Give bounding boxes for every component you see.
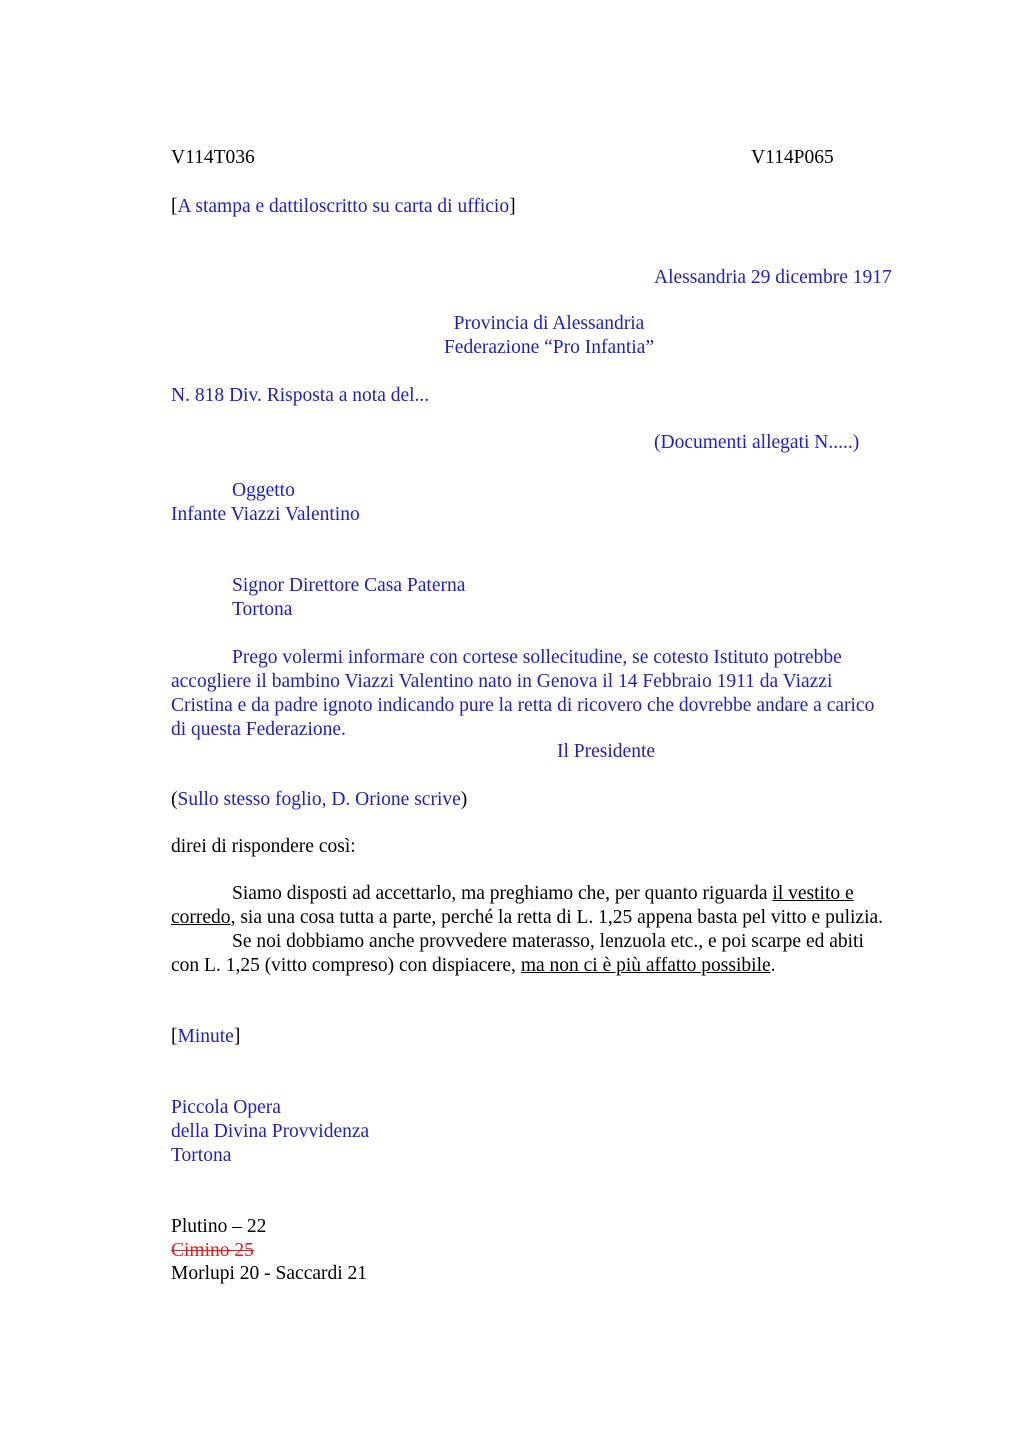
letter-body-line: Cristina e da padre ignoto indicando pure la retta di ricovero che dovrebbe andare a carico [171,695,875,716]
tally-line-1: Plutino – 22 [171,1216,267,1237]
subject-text: Infante Viazzi Valentino [171,504,360,525]
reply-line [171,906,931,930]
letter-body [171,646,931,742]
reply-line [171,882,931,906]
reply-underlined: il vestito e [772,883,854,904]
print-note-text: A stampa e dattiloscritto su carta di ufficio [177,196,510,217]
letter-date: Alessandria 29 dicembre 1917 [654,267,892,288]
letter-body-line: accogliere il bambino Viazzi Valentino nato in Genova il 14 Febbraio 1911 da Viazzi [171,671,833,692]
reply-segment: con L. 1,25 (vitto compreso) con dispiacere, [171,955,521,976]
sender-line-3: Tortona [171,1145,232,1166]
reply-segment: . [770,955,776,976]
protocol-number: N. 818 Div. Risposta a nota del... [171,385,430,406]
signature: Il Presidente [557,741,656,762]
reply-intro: direi di rispondere così: [171,836,356,857]
reply-segment: Se noi dobbiamo anche provvedere materasso, lenzuola etc., e poi scarpe ed abiti [232,931,864,952]
subject-label: Oggetto [232,480,295,501]
reply-line [171,930,931,954]
letter-body-line: Prego volermi informare con cortese sollecitudine, se cotesto Istituto potrebbe [232,647,842,668]
sender-line-1: Piccola Opera [171,1097,281,1118]
reply-text [171,882,931,978]
letterhead-line-2: Federazione “Pro Infantia” [443,337,655,358]
document-code-right: V114P065 [751,147,834,168]
reply-segment: , sia una cosa tutta a parte, perché la retta di L. 1,25 appena basta pel vitto e pulizia. [230,907,884,928]
document-code-left: V114T036 [171,147,255,168]
sender-line-2: della Divina Provvidenza [171,1121,370,1142]
reply-underlined: ma non ci è più affatto possibile [520,955,771,976]
letter-body-line: di questa Federazione. [171,719,346,740]
tally-line-struck: Cimino 25 [171,1240,254,1261]
recipient-line-1: Signor Direttore Casa Paterna [232,575,466,596]
reply-line [171,954,931,978]
orione-note: (Sullo stesso foglio, D. Orione scrive) [171,789,468,810]
attachments-note: (Documenti allegati N.....) [654,432,860,453]
tally-line-3: Morlupi 20 - Saccardi 21 [171,1263,368,1284]
recipient-line-2: Tortona [232,599,293,620]
orione-note-text: Sullo stesso foglio, D. Orione scrive [177,789,461,810]
reply-underlined: corredo [171,907,231,928]
letterhead-line-1: Provincia di Alessandria [453,313,645,334]
reply-segment: Siamo disposti ad accettarlo, ma preghiamo che, per quanto riguarda [232,883,773,904]
minute-note-text: Minute [177,1026,234,1047]
print-note: [A stampa e dattiloscritto su carta di ufficio] [171,196,516,217]
minute-note: [Minute] [171,1026,241,1047]
